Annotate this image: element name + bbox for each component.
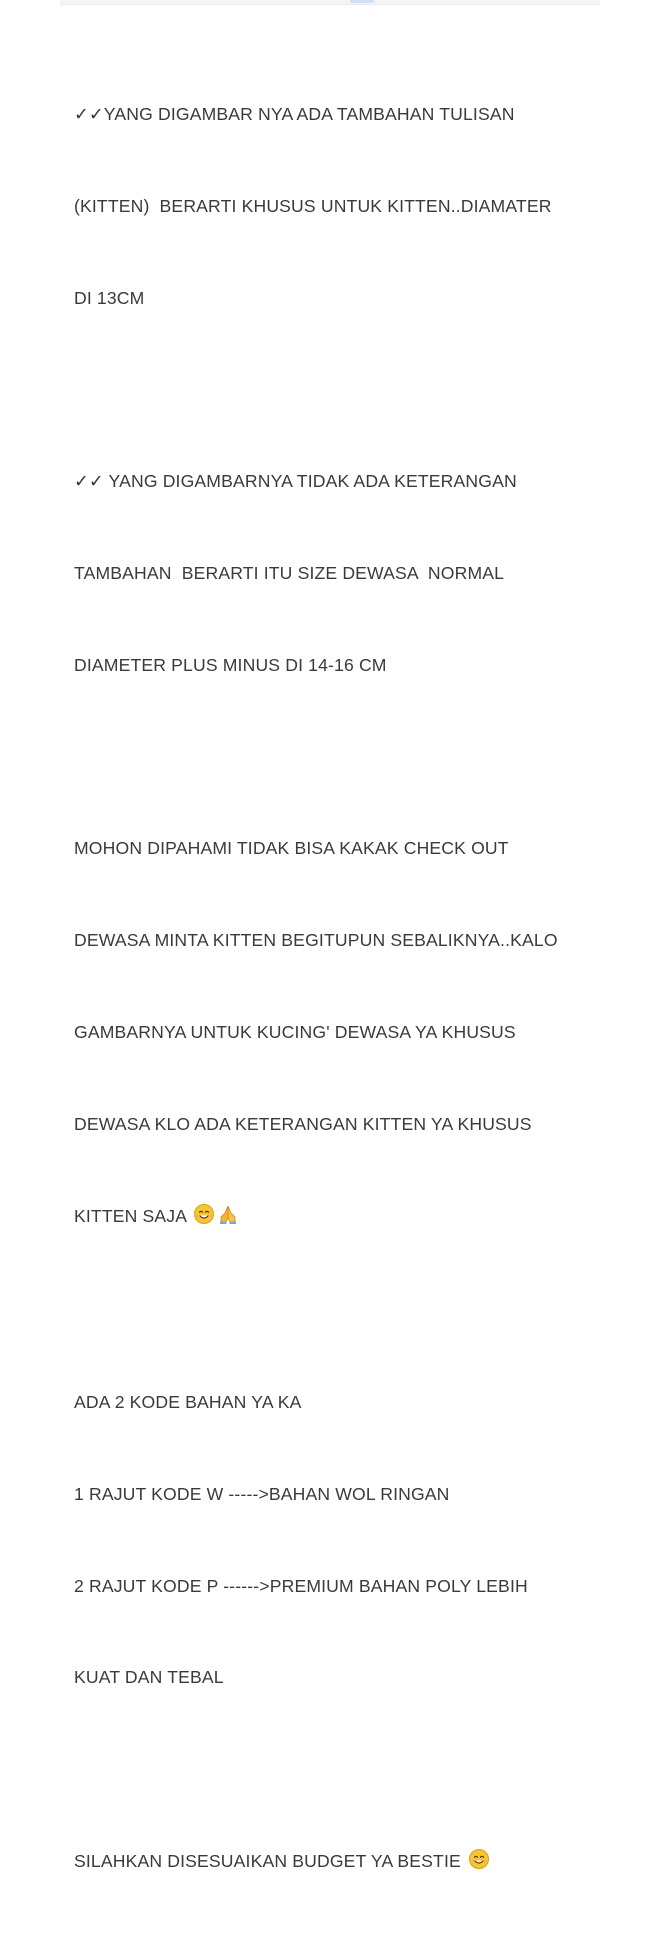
text-line: KITTEN SAJA	[74, 1205, 192, 1226]
text-line: SILAHKAN DISESUAIKAN BUDGET YA BESTIE	[74, 1851, 466, 1872]
text-line: ADA 2 KODE BAHAN YA KA	[74, 1392, 302, 1413]
paragraph-kitten-size	[74, 38, 594, 375]
text-content	[74, 38, 594, 1941]
text-line: TAMBAHAN BERARTI ITU SIZE DEWASA NORMAL	[74, 563, 505, 584]
text-line: GAMBARNYA UNTUK KUCING' DEWASA YA KHUSUS	[74, 1022, 516, 1042]
smiling-face-icon	[468, 1848, 490, 1880]
top-edge-bar	[60, 0, 600, 5]
text-line-with-emoji	[74, 1846, 594, 1880]
paragraph-adult-size	[74, 405, 594, 742]
smiling-face-icon	[193, 1203, 215, 1235]
text-line: 1 RAJUT KODE W ----->BAHAN WOL RINGAN	[74, 1483, 450, 1504]
paragraph-checkout-notice	[74, 772, 594, 1295]
text-line: DIAMETER PLUS MINUS DI 14-16 CM	[74, 654, 387, 675]
text-line: KUAT DAN TEBAL	[74, 1667, 224, 1688]
text-line: DEWASA KLO ADA KETERANGAN KITTEN YA KHUSUS	[74, 1113, 532, 1134]
text-line: ✓✓ YANG DIGAMBARNYA TIDAK ADA KETERANGAN	[74, 471, 517, 492]
text-line: DEWASA MINTA KITTEN BEGITUPUN SEBALIKNYA..KALO	[74, 930, 558, 951]
folded-hands-icon	[217, 1203, 239, 1235]
text-line: ✓✓YANG DIGAMBAR NYA ADA TAMBAHAN TULISAN	[74, 104, 515, 125]
text-line: 2 RAJUT KODE P ------>PREMIUM BAHAN POLY LEBIH	[74, 1575, 528, 1596]
text-line: (KITTEN) BERARTI KHUSUS UNTUK KITTEN..DIAMATER	[74, 195, 552, 216]
text-line: MOHON DIPAHAMI TIDAK BISA KAKAK CHECK OUT	[74, 838, 509, 859]
scroll-marker	[350, 0, 374, 3]
text-line: DI 13CM	[74, 287, 145, 308]
text-line-with-emoji	[74, 1201, 594, 1235]
paragraph-material-codes	[74, 1326, 594, 1754]
paragraph-budget-note	[74, 1785, 594, 1941]
